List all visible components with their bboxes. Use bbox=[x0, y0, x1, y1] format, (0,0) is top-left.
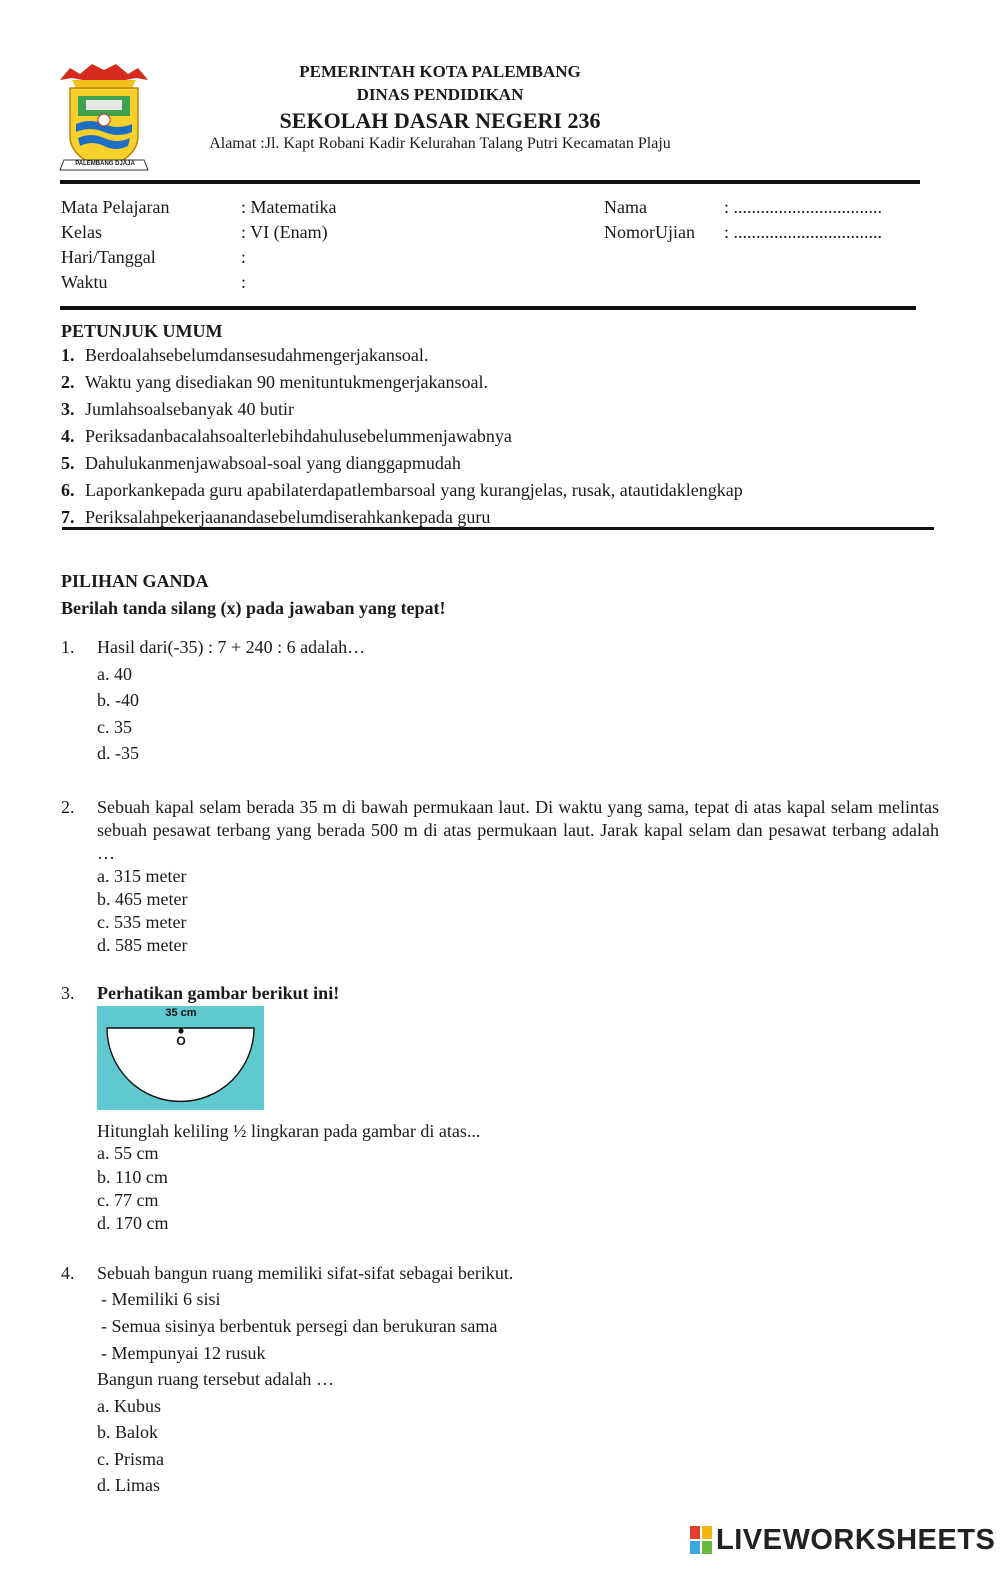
liveworksheets-logo bbox=[690, 1523, 995, 1563]
property-bullet: - Mempunyai 12 rusuk bbox=[101, 1343, 266, 1363]
question-4-prompt: Bangun ruang tersebut adalah … bbox=[97, 1369, 334, 1389]
answer-option[interactable]: a. Kubus bbox=[97, 1396, 161, 1416]
question-1-number: 1. bbox=[61, 637, 75, 657]
instruction-item: 1. Berdoalahsebelumdansesudahmengerjakansoal. bbox=[61, 345, 429, 365]
instructions-divider bbox=[62, 527, 934, 530]
question-3-prompt: Hitunglah keliling ½ lingkaran pada gambar di atas... bbox=[97, 1121, 481, 1141]
section-title: PILIHAN GANDA bbox=[61, 571, 209, 591]
question-2-text: Sebuah kapal selam berada 35 m di bawah permukaan laut. Di waktu yang sama, tepat di atas kapal selam melintas sebuah pesawat terbang yang berada 500 m di atas permukaan laut. Jarak kapal selam dan pesawat terbang adalah … bbox=[97, 797, 939, 863]
header-department: DINAS PENDIDIKAN bbox=[356, 85, 524, 104]
answer-option[interactable]: b. -40 bbox=[97, 690, 139, 710]
instruction-item: 7. Periksalahpekerjaanandasebelumdiserahkankepada guru bbox=[61, 507, 491, 527]
instruction-item: 2. Waktu yang disediakan 90 menituntukmengerjakansoal. bbox=[61, 372, 488, 392]
answer-option[interactable]: a. 315 meter bbox=[97, 866, 187, 886]
header-divider bbox=[60, 180, 920, 184]
name-label: Nama bbox=[604, 197, 647, 217]
class-value: : VI (Enam) bbox=[241, 222, 328, 242]
property-bullet: - Memiliki 6 sisi bbox=[101, 1289, 221, 1309]
question-2-number: 2. bbox=[61, 797, 75, 817]
subject-value: : Matematika bbox=[241, 197, 337, 217]
question-3-text: Perhatikan gambar berikut ini! bbox=[97, 983, 340, 1003]
figure-center-label: O bbox=[176, 1034, 186, 1048]
instruction-list bbox=[61, 344, 941, 533]
answer-option[interactable]: b. 110 cm bbox=[97, 1167, 168, 1187]
exam-number-label: NomorUjian bbox=[604, 222, 695, 242]
logo-ribbon-text: PALEMBANG DJAJA bbox=[75, 161, 135, 167]
answer-option[interactable]: c. 535 meter bbox=[97, 912, 187, 932]
header-government: PEMERINTAH KOTA PALEMBANG bbox=[299, 62, 581, 81]
subject-label: Mata Pelajaran bbox=[61, 197, 170, 217]
answer-option[interactable]: d. 170 cm bbox=[97, 1213, 169, 1233]
question-4-text: Sebuah bangun ruang memiliki sifat-sifat sebagai berikut. bbox=[97, 1263, 514, 1283]
property-bullet: - Semua sisinya berbentuk persegi dan berukuran sama bbox=[101, 1316, 498, 1336]
answer-option[interactable]: d. 585 meter bbox=[97, 935, 188, 955]
instruction-item: 3. Jumlahsoalsebanyak 40 butir bbox=[61, 399, 294, 419]
instruction-item: 6. Laporkankepada guru apabilaterdapatlembarsoal yang kurangjelas, rusak, atautidaklengkap bbox=[61, 480, 743, 500]
info-divider bbox=[60, 306, 916, 310]
exam-number-field[interactable]: : ................................. bbox=[724, 222, 883, 242]
answer-option[interactable]: c. 77 cm bbox=[97, 1190, 159, 1210]
date-value: : bbox=[241, 247, 247, 267]
name-field[interactable]: : ................................. bbox=[724, 197, 883, 217]
question-1-text: Hasil dari(-35) : 7 + 240 : 6 adalah… bbox=[97, 637, 366, 657]
answer-option[interactable]: c. 35 bbox=[97, 717, 132, 737]
answer-option[interactable]: a. 55 cm bbox=[97, 1143, 159, 1163]
instruction-item: 4. Periksadanbacalahsoalterlebihdahulusebelummenjawabnya bbox=[61, 426, 512, 446]
figure-dimension-label: 35 cm bbox=[165, 1007, 197, 1019]
answer-option[interactable]: d. Limas bbox=[97, 1475, 160, 1495]
date-label: Hari/Tanggal bbox=[61, 247, 156, 267]
answer-option[interactable]: b. 465 meter bbox=[97, 889, 188, 909]
answer-option[interactable]: b. Balok bbox=[97, 1422, 158, 1442]
question-3-number: 3. bbox=[61, 983, 75, 1003]
answer-option[interactable]: d. -35 bbox=[97, 743, 139, 763]
liveworksheets-icon bbox=[690, 1526, 712, 1554]
answer-option[interactable]: c. Prisma bbox=[97, 1449, 164, 1469]
class-label: Kelas bbox=[61, 222, 102, 242]
time-value: : bbox=[241, 272, 247, 292]
header-school-name: SEKOLAH DASAR NEGERI 236 bbox=[279, 108, 601, 133]
liveworksheets-brand: LIVEWORKSHEETS bbox=[716, 1523, 996, 1556]
question-4-number: 4. bbox=[61, 1263, 75, 1283]
header-address: Alamat :Jl. Kapt Robani Kadir Kelurahan Talang Putri Kecamatan Plaju bbox=[209, 135, 671, 152]
answer-option[interactable]: a. 40 bbox=[97, 664, 132, 684]
instructions-title: PETUNJUK UMUM bbox=[61, 321, 223, 341]
center-dot bbox=[178, 1028, 183, 1033]
semicircle-figure bbox=[97, 1006, 264, 1110]
section-instruction: Berilah tanda silang (x) pada jawaban yang tepat! bbox=[61, 598, 446, 618]
instruction-item: 5. Dahulukanmenjawabsoal-soal yang dianggapmudah bbox=[61, 453, 461, 473]
school-logo bbox=[56, 58, 152, 178]
time-label: Waktu bbox=[61, 272, 108, 292]
